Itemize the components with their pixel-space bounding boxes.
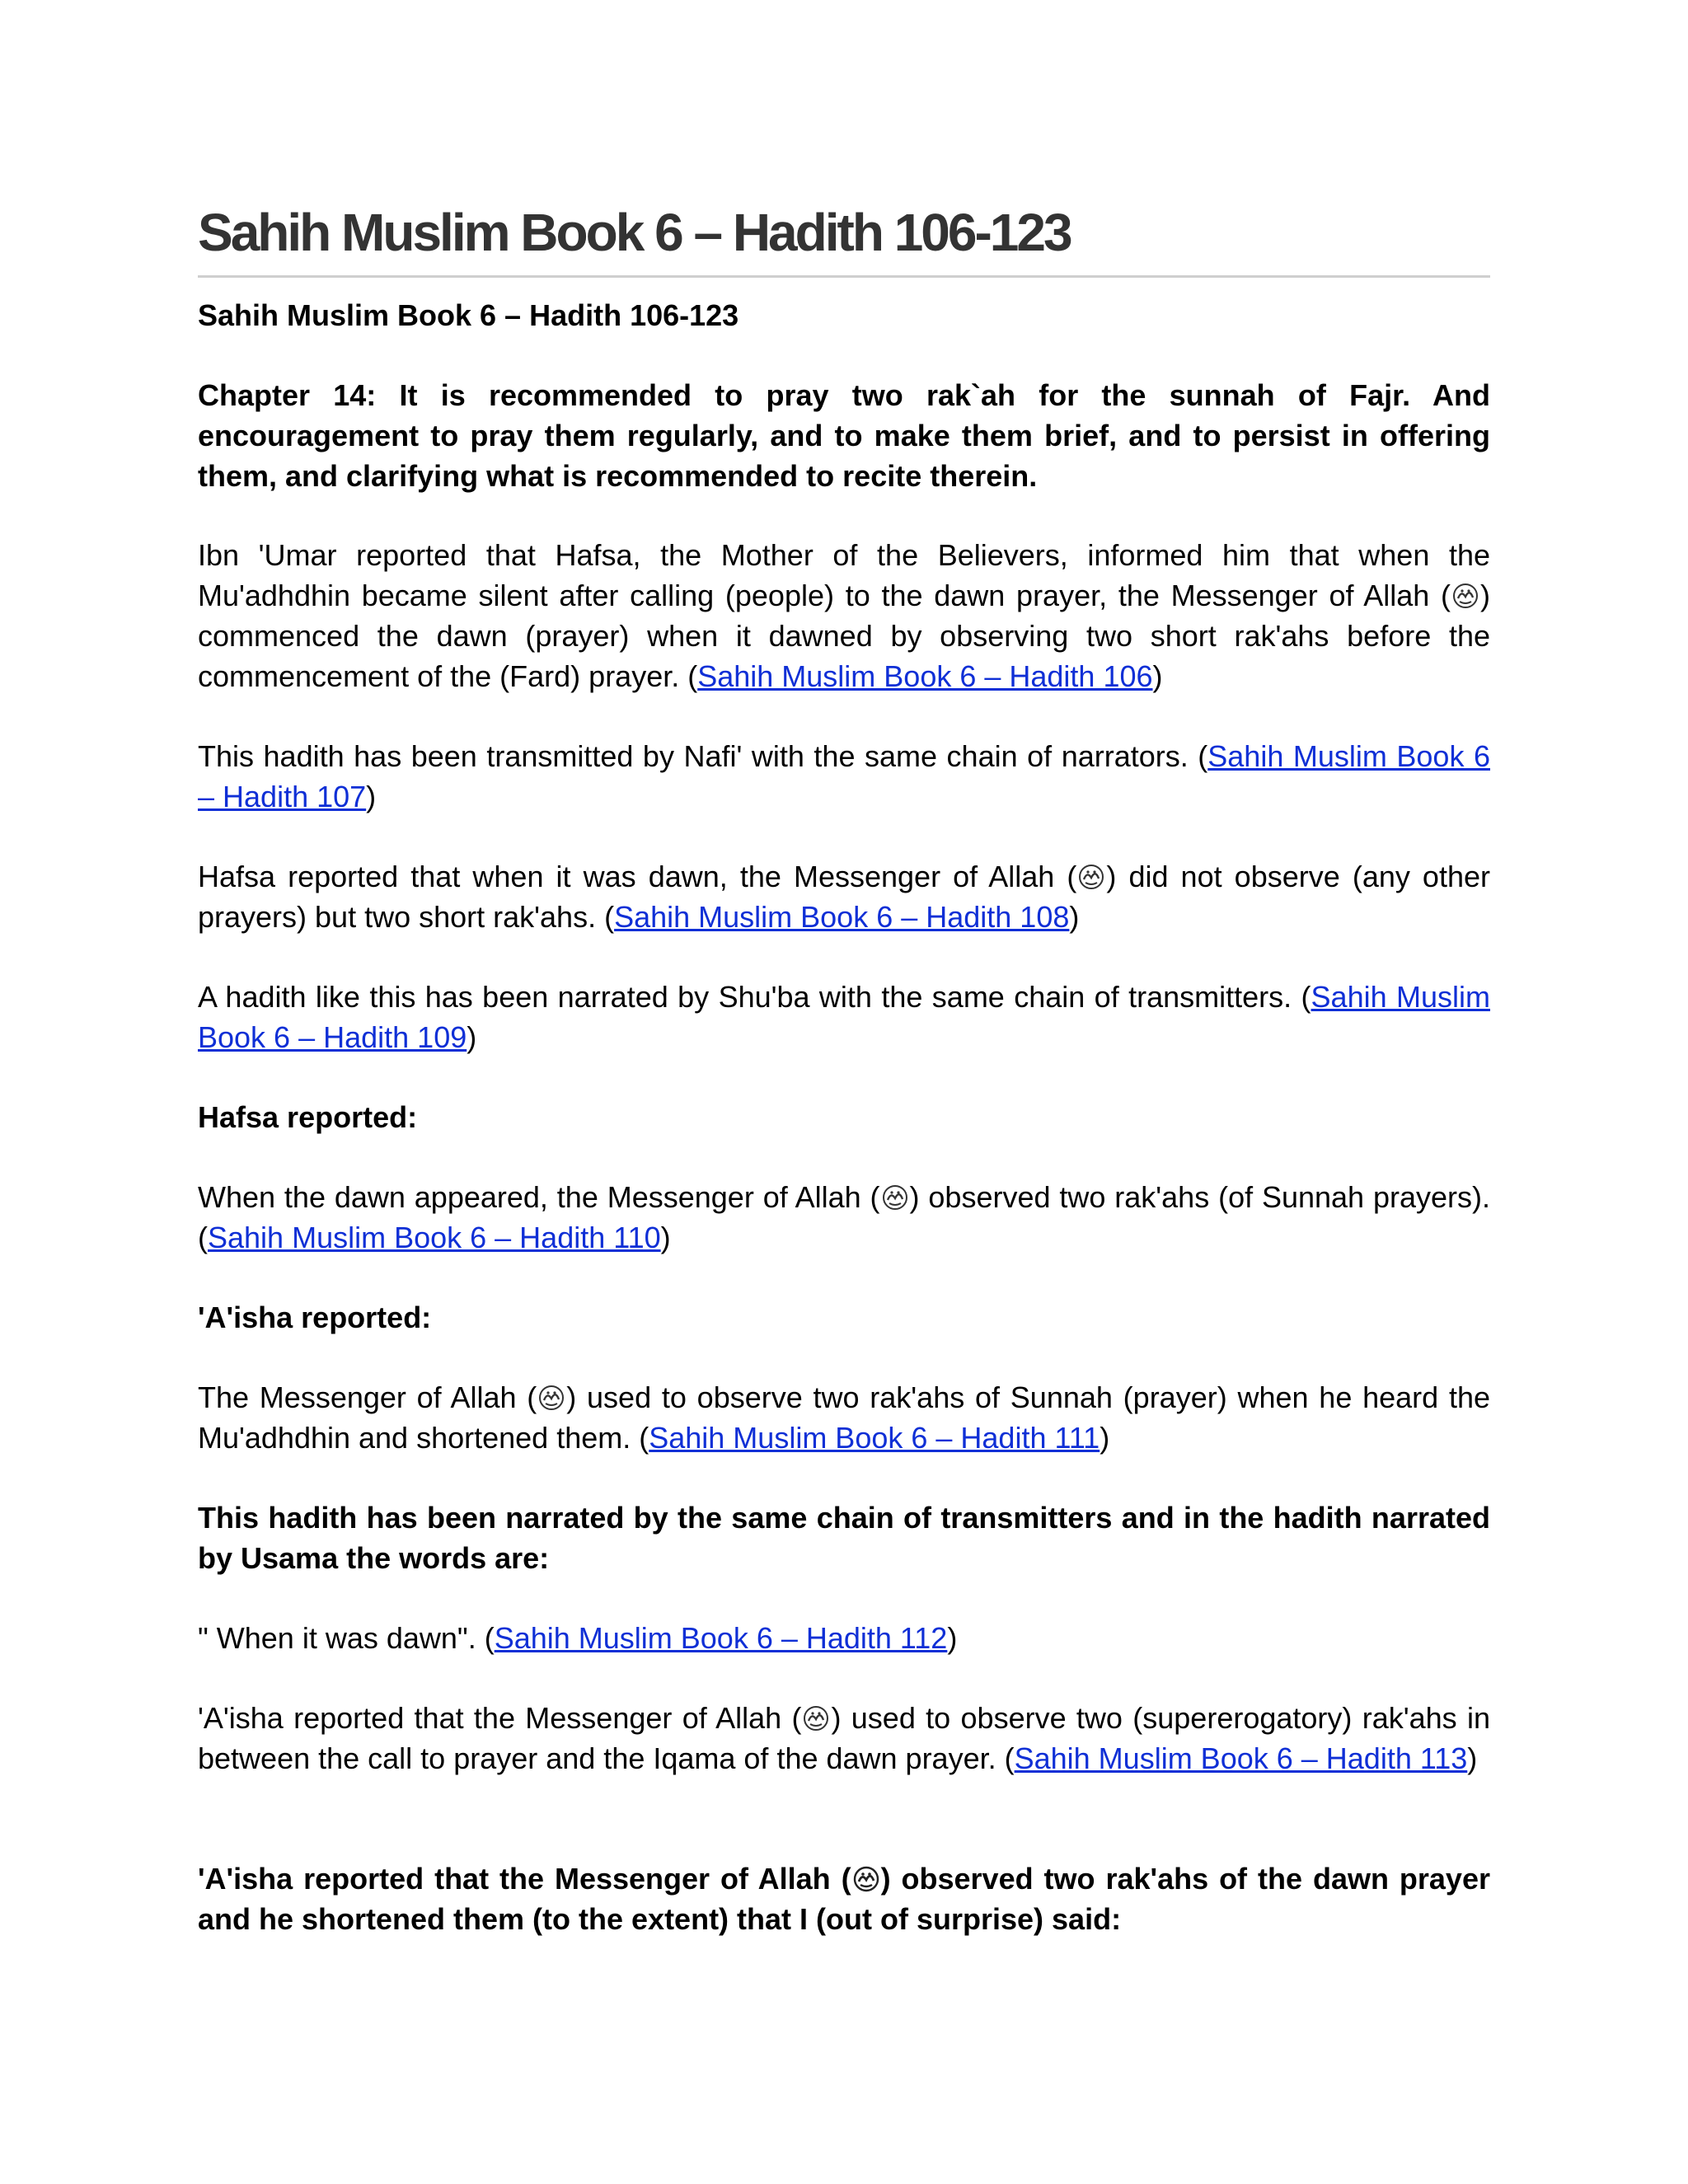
hadith-110-link[interactable]: Sahih Muslim Book 6 – Hadith 110 (208, 1221, 661, 1254)
closing-paren: ) (947, 1621, 958, 1655)
closing-paren: ) (1100, 1421, 1110, 1455)
hadith-113-link[interactable]: Sahih Muslim Book 6 – Hadith 113 (1014, 1741, 1468, 1775)
narrator-heading: This hadith has been narrated by the same chain of transmitters and in the hadith narrated by Usama the words are: (198, 1501, 1490, 1575)
salawat-calligraphy-icon (1077, 863, 1105, 891)
hadith-text: ) used to observe two rak'ahs of Sunnah (prayer) when he heard the Mu'adhdhin and shortened them. ( (198, 1380, 1490, 1455)
salawat-calligraphy-icon (537, 1384, 565, 1412)
narrator-heading: 'A'isha reported: (198, 1301, 432, 1334)
hadith-107-link[interactable]: Sahih Muslim Book 6 – Hadith 107 (198, 739, 1490, 813)
closing-paren: ) (467, 1020, 477, 1054)
hadith-113-paragraph (198, 1698, 1490, 1779)
hadith-text: 'A'isha reported that the Messenger of Allah ( (198, 1701, 802, 1735)
hadith-112-paragraph (198, 1618, 1490, 1658)
closing-paren: ) (1069, 900, 1080, 934)
hadith-text: ) observed two rak'ahs (of Sunnah prayers). ( (198, 1180, 1490, 1254)
document-subtitle: Sahih Muslim Book 6 – Hadith 106-123 (198, 298, 739, 332)
closing-paren: ) (1467, 1741, 1478, 1775)
hadith-107-paragraph (198, 736, 1490, 817)
salawat-calligraphy-icon (881, 1183, 909, 1212)
hadith-112-link[interactable]: Sahih Muslim Book 6 – Hadith 112 (494, 1621, 948, 1655)
hadith-text: A hadith like this has been narrated by Shu'ba with the same chain of transmitters. ( (198, 980, 1311, 1014)
hadith-text: " When it was dawn". ( (198, 1621, 495, 1655)
closing-paren: ) (1152, 659, 1163, 693)
hadith-text: This hadith has been transmitted by Nafi' with the same chain of narrators. ( (198, 739, 1208, 773)
hadith-111-link[interactable]: Sahih Muslim Book 6 – Hadith 111 (649, 1421, 1100, 1455)
chapter-heading: Chapter 14: It is recommended to pray two rak`ah for the sunnah of Fajr. And encouragement to pray them regularly, and to make them brief, and to persist in offering them, and clarifying what is recommended to recite therein. (198, 378, 1490, 493)
hadith-text: ) did not observe (any other prayers) but two short rak'ahs. ( (198, 860, 1490, 934)
hadith-111-paragraph (198, 1377, 1490, 1458)
narrator-heading: Hafsa reported: (198, 1100, 418, 1134)
hadith-110-paragraph (198, 1177, 1490, 1258)
hadith-114-heading (198, 1858, 1490, 1939)
hadith-text: ) commenced the dawn (prayer) when it dawned by observing two short rak'ahs before the commencement of the (Fard) prayer. ( (198, 579, 1490, 693)
hadith-text: 'A'isha reported that the Messenger of Allah ( (198, 1862, 851, 1896)
hadith-text: ) used to observe two (supererogatory) rak'ahs in between the call to prayer and the Iqama of the dawn prayer. ( (198, 1701, 1490, 1775)
hadith-109-link[interactable]: Sahih Muslim Book 6 – Hadith 109 (198, 980, 1490, 1054)
salawat-calligraphy-icon (1451, 582, 1479, 610)
closing-paren: ) (366, 780, 377, 813)
closing-paren: ) (660, 1221, 671, 1254)
hadith-text: ) observed two rak'ahs of the dawn prayer and he shortened them (to the extent) that I (out of surprise) said: (198, 1862, 1490, 1936)
hadith-109-paragraph (198, 977, 1490, 1057)
hadith-106-link[interactable]: Sahih Muslim Book 6 – Hadith 106 (697, 659, 1153, 693)
hadith-text: The Messenger of Allah ( (198, 1380, 537, 1414)
hadith-108-link[interactable]: Sahih Muslim Book 6 – Hadith 108 (614, 900, 1070, 934)
document-page (198, 196, 1490, 1936)
salawat-calligraphy-icon (802, 1704, 830, 1732)
hadith-text: When the dawn appeared, the Messenger of Allah ( (198, 1180, 880, 1214)
page-title: Sahih Muslim Book 6 – Hadith 106-123 (198, 196, 1490, 278)
salawat-calligraphy-icon (852, 1865, 880, 1893)
hadith-106-paragraph (198, 535, 1490, 696)
hadith-text: Ibn 'Umar reported that Hafsa, the Mother of the Believers, informed him that when the Mu'adhdhin became silent after calling (people) to the dawn prayer, the Messenger of Allah ( (198, 538, 1490, 612)
hadith-108-paragraph (198, 856, 1490, 937)
hadith-text: Hafsa reported that when it was dawn, the Messenger of Allah ( (198, 860, 1077, 893)
